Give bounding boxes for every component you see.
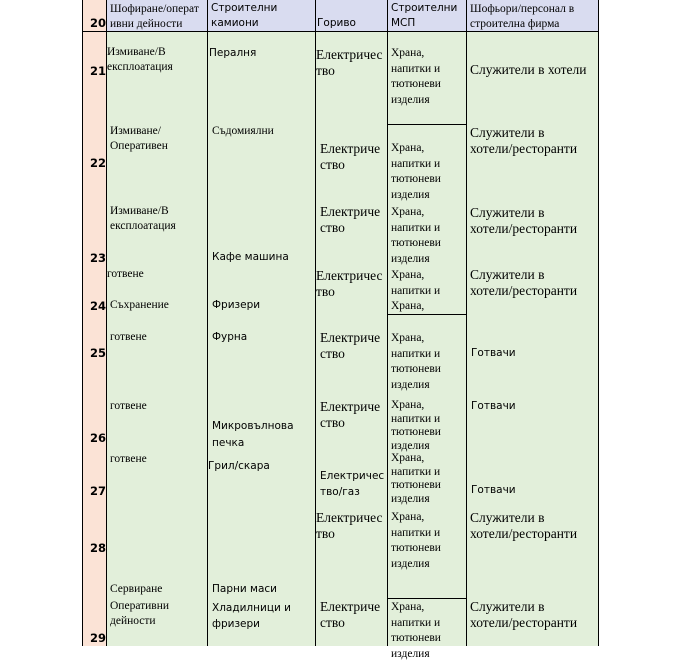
cell-text: ство: [320, 415, 380, 431]
row-number: 25: [82, 346, 106, 360]
header-text: строителна фирма: [470, 17, 574, 32]
fuel-cell: [316, 268, 383, 300]
staff-cell: Готвачи: [471, 483, 516, 498]
activity-cell: Сервиране: [110, 582, 162, 597]
sector-cell: [391, 600, 441, 662]
cell-text: Електричес: [316, 47, 383, 63]
activity-cell: готвене: [110, 399, 147, 414]
sector-cell: [391, 452, 441, 506]
cell-text: ство: [320, 346, 380, 362]
data-table: [82, 0, 599, 646]
cell-text: Служители в: [470, 599, 577, 615]
cell-text: тютюневи: [391, 426, 441, 440]
cell-text: Храна,: [391, 141, 441, 157]
header-sector: [391, 1, 457, 31]
row-number: 27: [82, 484, 106, 498]
column-divider: [106, 0, 107, 646]
row-number: 24: [82, 299, 106, 313]
cell-text: Храна,: [391, 510, 441, 526]
cell-text: тютюневи: [391, 479, 441, 493]
fuel-cell: [320, 468, 384, 500]
cell-text: тютюневи: [391, 631, 441, 647]
cell-text: Храна,: [391, 268, 440, 284]
cell-text: експлоатация: [110, 219, 176, 234]
cell-text: Храна,: [391, 205, 441, 221]
cell-text: Храна,: [391, 46, 441, 62]
sector-cell: [391, 331, 441, 393]
row-divider: [387, 598, 467, 599]
cell-text: ство: [320, 615, 380, 631]
cell-text: изделия: [391, 440, 441, 454]
cell-text: напитки и: [391, 526, 441, 542]
activity-cell: Съхранение: [110, 298, 169, 313]
cell-text: Оперативни: [110, 599, 169, 614]
sector-cell: [391, 268, 440, 315]
fuel-cell: [320, 399, 380, 431]
cell-text: тво: [316, 63, 383, 79]
staff-cell: [470, 510, 577, 542]
cell-text: Електриче: [320, 141, 380, 157]
cell-text: тютюневи: [391, 541, 441, 557]
equipment-cell: Фурна: [212, 330, 247, 345]
cell-text: ство: [320, 157, 380, 173]
column-divider: [466, 0, 467, 646]
cell-text: напитки и: [391, 62, 441, 78]
activity-cell: готвене: [110, 330, 147, 345]
header-text: МСП: [391, 16, 457, 31]
cell-text: Храна,: [391, 399, 441, 413]
header-text: Строителни: [391, 1, 457, 16]
cell-text: Електричес: [316, 268, 383, 284]
sector-cell: [391, 510, 441, 572]
cell-text: ство: [320, 220, 380, 236]
sector-cell: [391, 205, 441, 267]
row-number: 23: [82, 251, 106, 265]
column-divider: [315, 0, 316, 646]
cell-text: хотели/ресторанти: [470, 283, 577, 299]
cell-text: Служители в: [470, 205, 577, 221]
equipment-cell: [212, 418, 294, 452]
cell-text: тютюневи: [391, 236, 441, 252]
sector-cell: [391, 399, 441, 453]
activity-cell: [107, 45, 173, 75]
cell-text: тво: [316, 526, 383, 542]
equipment-cell: Парни маси: [212, 582, 277, 597]
staff-cell: [470, 125, 577, 157]
row-number: 21: [82, 64, 106, 78]
header-text: Шофьори/персонал в: [470, 2, 574, 17]
cell-text: Електриче: [320, 599, 380, 615]
staff-cell: [470, 267, 577, 299]
cell-text: дейности: [110, 614, 169, 629]
cell-text: напитки и: [391, 466, 441, 480]
cell-text: печка: [212, 435, 294, 452]
cell-text: Електричес: [320, 468, 384, 484]
cell-text: Измиване/В: [107, 45, 173, 60]
cell-text: хотели/ресторанти: [470, 526, 577, 542]
cell-text: тютюневи: [391, 77, 441, 93]
cell-text: Електричес: [316, 510, 383, 526]
activity-cell: [110, 124, 168, 154]
equipment-cell: [212, 600, 291, 632]
cell-text: изделия: [391, 378, 441, 394]
cell-text: напитки и: [391, 347, 441, 363]
cell-text: напитки и: [391, 413, 441, 427]
cell-text: изделия: [391, 647, 441, 662]
header-text: камиони: [211, 16, 277, 31]
staff-cell: [470, 205, 577, 237]
staff-cell: Готвачи: [471, 399, 516, 414]
row-number: 29: [82, 631, 106, 645]
staff-cell: Готвачи: [471, 346, 516, 361]
row-divider: [387, 124, 467, 125]
row-number: 22: [82, 156, 106, 170]
cell-text: Храна,: [391, 331, 441, 347]
row-number: 20: [82, 16, 106, 30]
row-number: 26: [82, 431, 106, 445]
cell-text: напитки и: [391, 157, 441, 173]
fuel-cell: [320, 330, 380, 362]
cell-text: експлоатация: [107, 60, 173, 75]
cell-text: тютюневи: [391, 172, 441, 188]
cell-text: Микровълнова: [212, 418, 294, 435]
cell-text: Храна,: [391, 600, 441, 616]
activity-cell: [110, 599, 169, 629]
cell-text: Електриче: [320, 330, 380, 346]
cell-text: изделия: [391, 252, 441, 268]
cell-text: напитки и: [391, 221, 441, 237]
sector-cell: [391, 46, 441, 108]
cell-text: напитки и: [391, 616, 441, 632]
fuel-cell: [320, 599, 380, 631]
header-text: Шофиране/операт: [110, 2, 199, 17]
cell-text: Хладилници и: [212, 600, 291, 616]
cell-text: изделия: [391, 93, 441, 109]
cell-text: Служители в: [470, 125, 577, 141]
header-staff: [470, 2, 574, 32]
cell-text: хотели/ресторанти: [470, 221, 577, 237]
cell-text: тво: [316, 284, 383, 300]
header-text: Строителни: [211, 1, 277, 16]
cell-text: Електриче: [320, 399, 380, 415]
sector-cell: [391, 141, 441, 203]
cell-text: Оперативен: [110, 139, 168, 154]
column-divider: [598, 0, 599, 646]
cell-text: изделия: [391, 188, 441, 204]
equipment-cell: Фризери: [212, 298, 260, 313]
row-number: 28: [82, 541, 106, 555]
cell-text: хотели/ресторанти: [470, 141, 577, 157]
header-fuel: Гориво: [317, 16, 356, 31]
column-divider: [207, 0, 208, 646]
fuel-cell: [320, 141, 380, 173]
cell-text: фризери: [212, 616, 291, 632]
cell-text: тво/газ: [320, 484, 384, 500]
activity-cell: [110, 204, 176, 234]
cell-text: Служители в: [470, 510, 577, 526]
cell-text: Електриче: [320, 204, 380, 220]
header-activity: [110, 2, 199, 32]
header-equipment: [211, 1, 277, 31]
cell-text: Служители в: [470, 267, 577, 283]
activity-cell: готвене: [107, 267, 144, 282]
header-text: ивни дейности: [110, 17, 199, 32]
equipment-cell: Пералня: [209, 46, 256, 61]
column-divider: [387, 0, 388, 646]
cell-text: Измиване/В: [110, 204, 176, 219]
cell-text: напитки и: [391, 284, 440, 300]
fuel-cell: [316, 510, 383, 542]
fuel-cell: [320, 204, 380, 236]
equipment-cell: Грил/скара: [208, 459, 270, 474]
cell-text: тютюневи: [391, 362, 441, 378]
cell-text: изделия: [391, 557, 441, 573]
fuel-cell: [316, 47, 383, 79]
cell-text: Храна,: [391, 299, 440, 315]
staff-cell: [470, 599, 577, 631]
equipment-cell: Съдомиялни: [212, 124, 274, 139]
cell-text: хотели/ресторанти: [470, 615, 577, 631]
cell-text: Измиване/: [110, 124, 168, 139]
cell-text: изделия: [391, 493, 441, 507]
staff-cell: Служители в хотели: [470, 62, 587, 78]
equipment-cell: Кафе машина: [212, 250, 289, 265]
activity-cell: готвене: [110, 452, 147, 467]
cell-text: Храна,: [391, 452, 441, 466]
